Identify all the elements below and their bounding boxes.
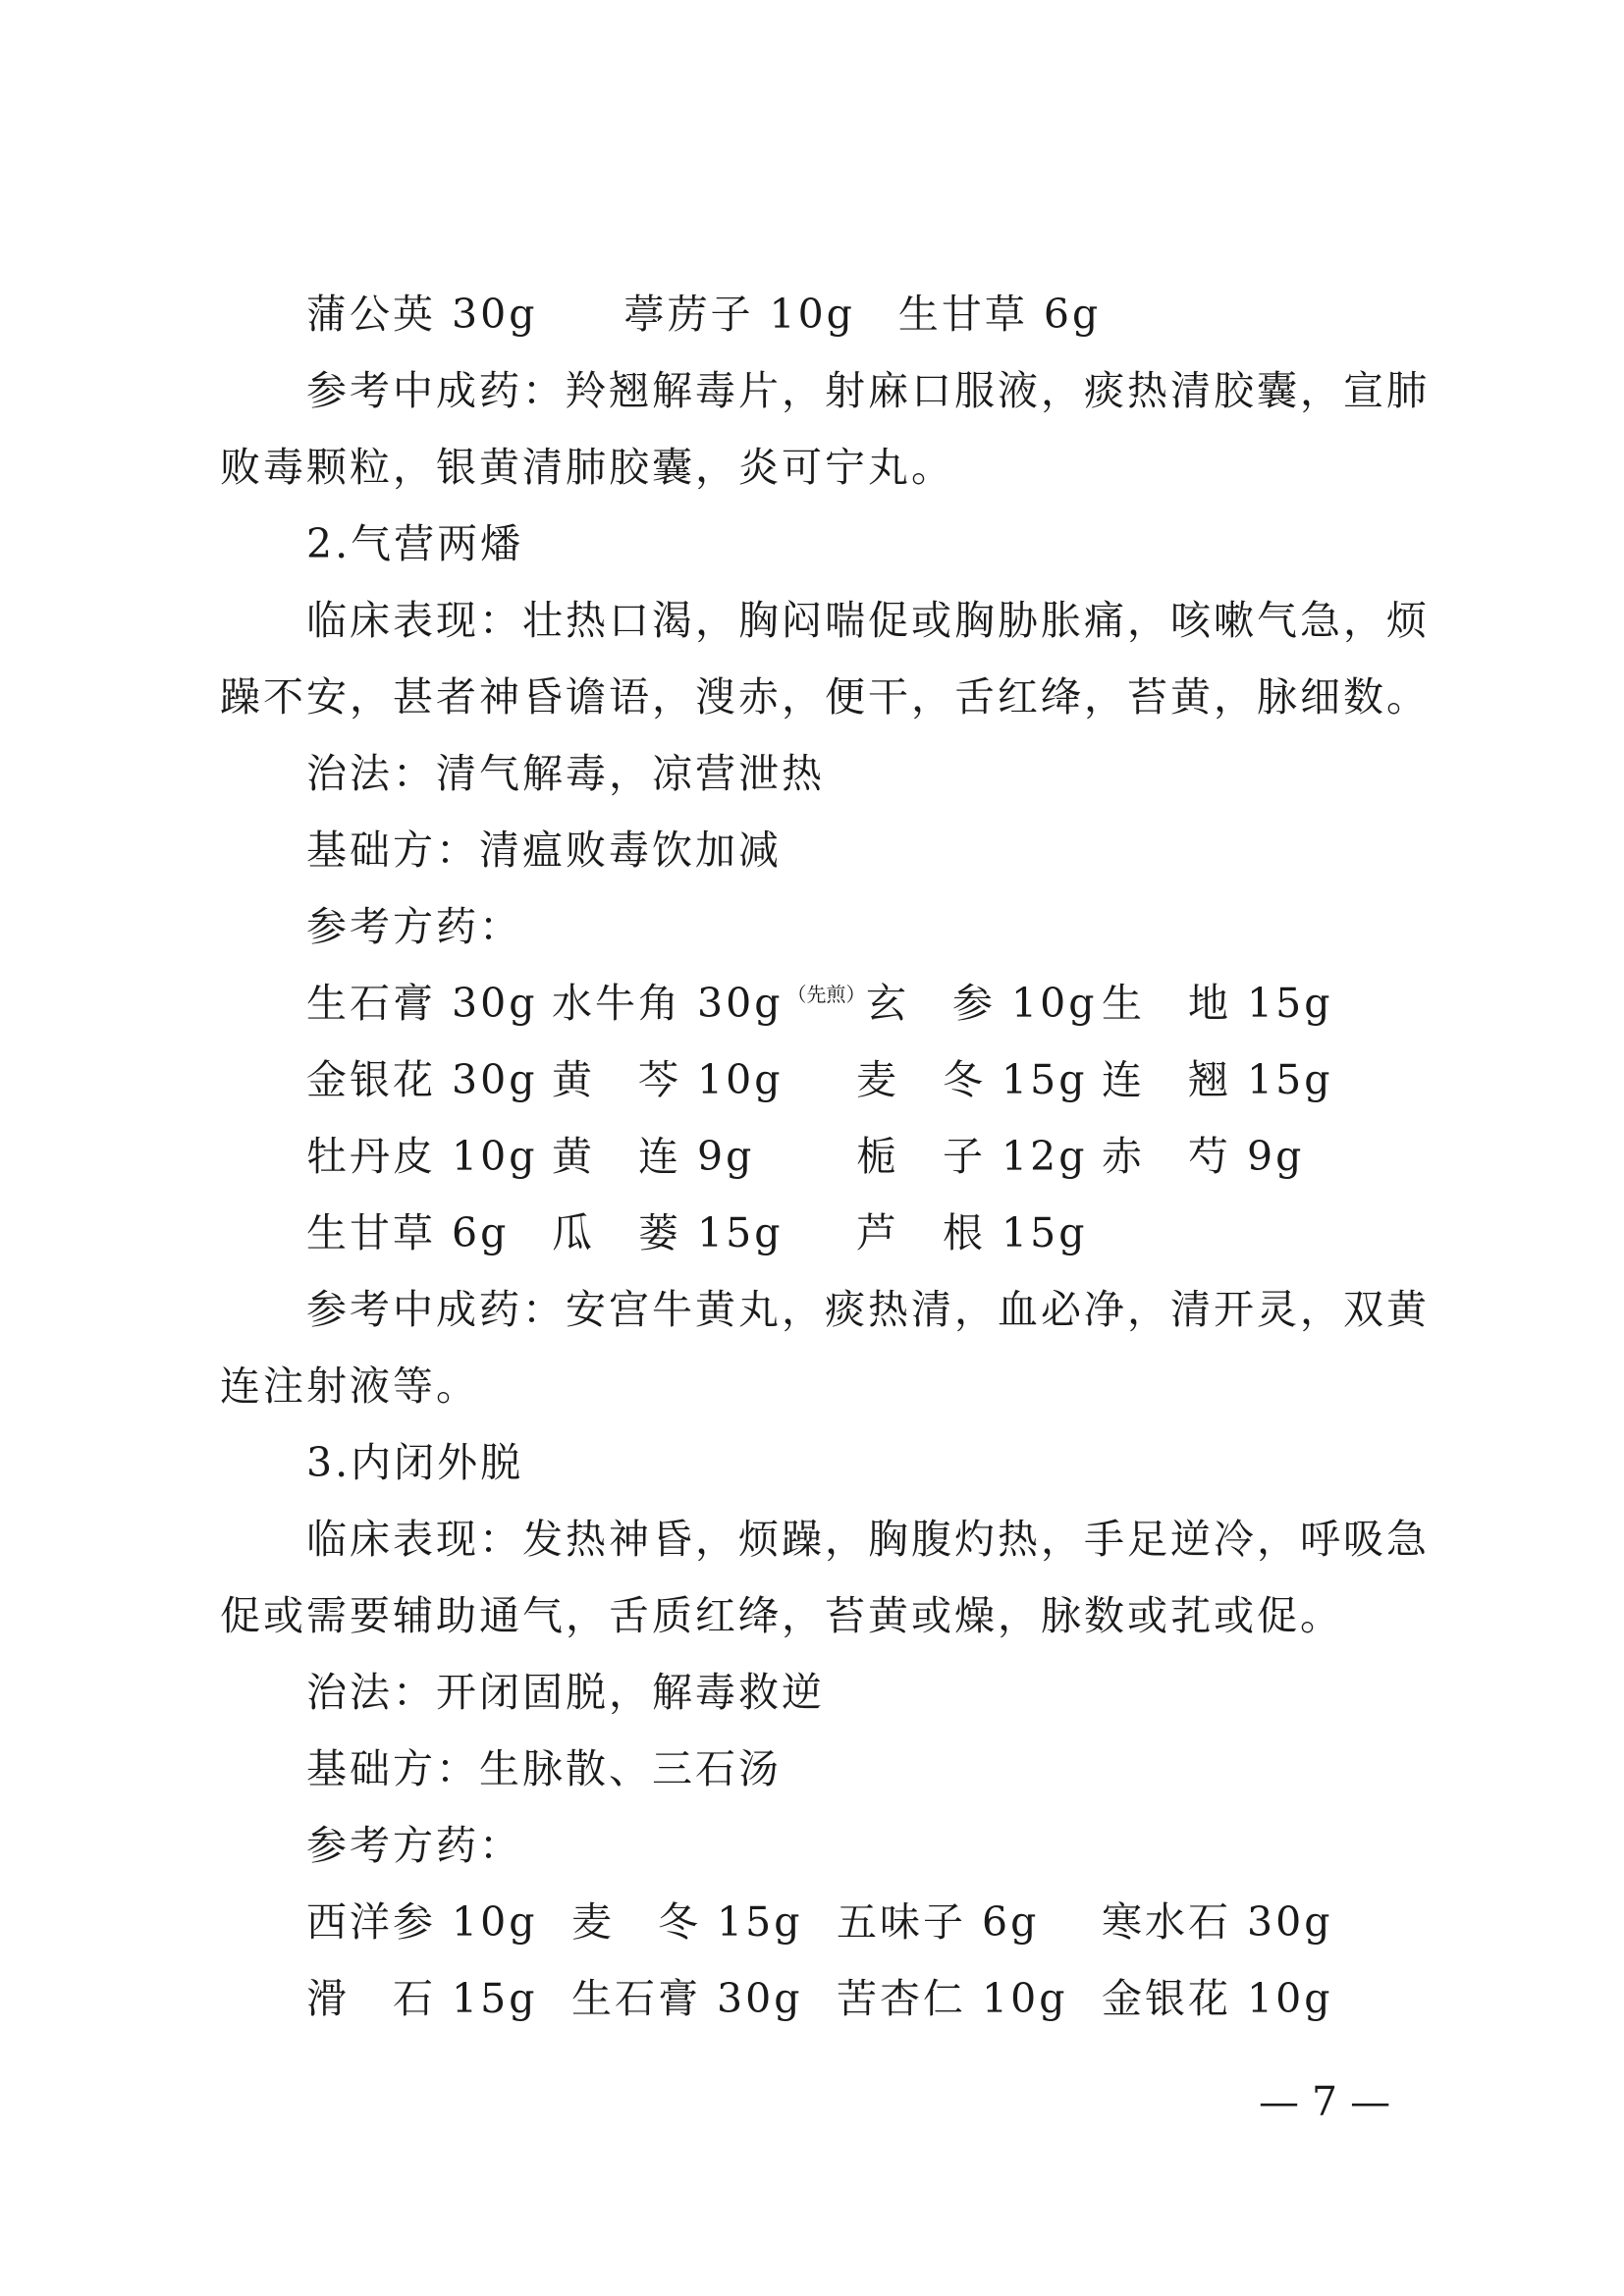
paragraph-line: 参考中成药：羚翘解毒片，射麻口服液，痰热清胶囊，宣肺: [306, 367, 1430, 414]
paragraph-line: 基础方：生脉散、三石汤: [306, 1745, 782, 1792]
paragraph-line: 躁不安，甚者神昏谵语，溲赤，便干，舌红绛，苔黄，脉细数。: [220, 673, 1430, 721]
herb-item: 栀 子 12g: [856, 1133, 1088, 1180]
paragraph-line: 连注射液等。: [220, 1362, 479, 1410]
paragraph-line: 临床表现：壮热口渴，胸闷喘促或胸胁胀痛，咳嗽气急，烦: [306, 597, 1430, 644]
herb-item: 生石膏 30g: [306, 980, 538, 1027]
paragraph-line: 参考方药：: [306, 1822, 522, 1869]
paragraph-line: 临床表现：发热神昏，烦躁，胸腹灼热，手足逆冷，呼吸急: [306, 1516, 1430, 1563]
paragraph-line: 治法：清气解毒，凉营泄热: [306, 750, 825, 797]
herb-item: 连 翘 15g: [1102, 1056, 1333, 1103]
paragraph-line: 败毒颗粒，银黄清肺胶囊，炎可宁丸。: [220, 444, 954, 491]
herb-item: 黄 芩 10g: [552, 1056, 784, 1103]
herb-item: 牡丹皮 10g: [306, 1133, 538, 1180]
herb-item: 滑 石 15g: [306, 1975, 538, 2022]
herb-item: 麦 冬 15g: [856, 1056, 1088, 1103]
paragraph-line: 治法：开闭固脱，解毒救逆: [306, 1669, 825, 1716]
herb-item: 五味子 6g: [837, 1898, 1040, 1946]
herb-item: 生甘草 6g: [306, 1209, 510, 1256]
paragraph-line: 基础方：清瘟败毒饮加减: [306, 827, 782, 874]
paragraph-line: 参考方药：: [306, 903, 522, 950]
herb-list-line: 蒲公英 30g 葶苈子 10g 生甘草 6g: [306, 291, 1102, 338]
paragraph-line: 参考中成药：安宫牛黄丸，痰热清，血必净，清开灵，双黄: [306, 1286, 1430, 1333]
section-heading: 2.气营两燔: [306, 520, 524, 567]
herb-item: 玄 参 10g: [866, 980, 1098, 1027]
paragraph-line: 促或需要辅助通气，舌质红绛，苔黄或燥，脉数或芤或促。: [220, 1592, 1343, 1639]
herb-note: （先煎）: [786, 983, 866, 1006]
herb-item: 苦杏仁 10g: [837, 1975, 1068, 2022]
herb-item: 金银花 30g: [306, 1056, 538, 1103]
herb-item: 西洋参 10g: [306, 1898, 538, 1946]
herb-item: 寒水石 30g: [1102, 1898, 1333, 1946]
herb-item: 麦 冬 15g: [571, 1898, 803, 1946]
herb-item: [552, 978, 865, 1036]
herb-item: 生 地 15g: [1102, 980, 1333, 1027]
herb-item: 黄 连 9g: [552, 1133, 755, 1180]
herb-item: 瓜 蒌 15g: [552, 1209, 784, 1256]
herb-item: 金银花 10g: [1102, 1975, 1333, 2022]
herb-name: 水牛角 30g: [552, 980, 784, 1027]
section-heading: 3.内闭外脱: [306, 1439, 524, 1486]
page-number: — 7 —: [1259, 2078, 1391, 2125]
herb-item: 赤 芍 9g: [1102, 1133, 1305, 1180]
herb-item: 芦 根 15g: [856, 1209, 1088, 1256]
herb-item: 生石膏 30g: [571, 1975, 803, 2022]
